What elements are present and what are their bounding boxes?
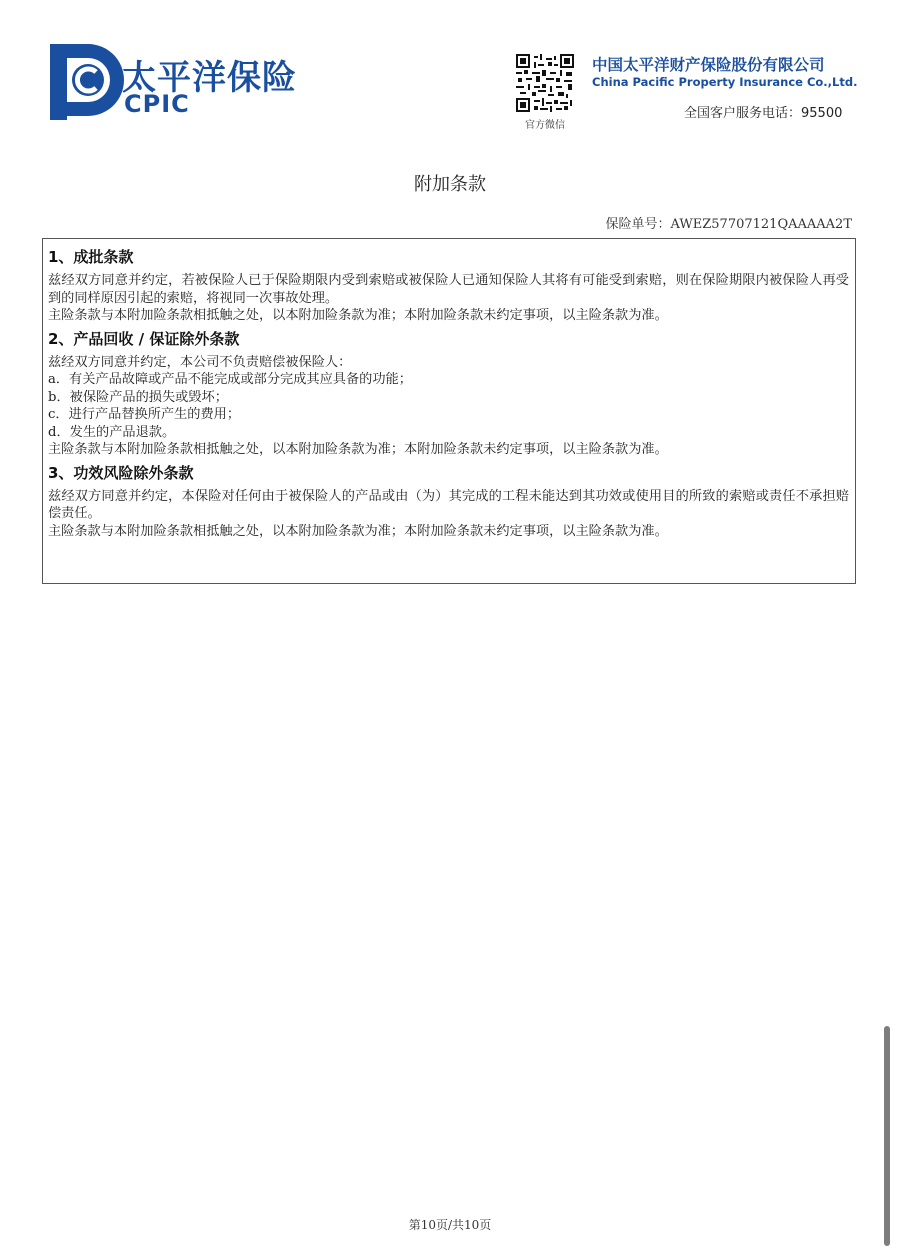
clause-paragraph: 兹经双方同意并约定，本保险对任何由于被保险人的产品或由（为）其完成的工程未能达到其功效或使用目的所致的索赔或责任不承担赔偿责任。 — [48, 488, 849, 521]
cpic-logo-icon — [46, 42, 126, 122]
clause-paragraph: 主险条款与本附加险条款相抵触之处，以本附加险条款为准；本附加险条款未约定事项，以主险条款为准。 — [48, 308, 668, 323]
list-item: d．发生的产品退款。 — [48, 424, 176, 440]
clauses-box — [42, 238, 856, 584]
clause-paragraph: 主险条款与本附加险条款相抵触之处，以本附加险条款为准；本附加险条款未约定事项，以主险条款为准。 — [48, 442, 668, 457]
clause-heading: 1、成批条款 — [48, 248, 134, 266]
brand-name-cn: 太平洋保险 — [122, 58, 297, 98]
exclusion-list — [48, 371, 849, 441]
page-indicator: 第10页/共10页 — [408, 1218, 492, 1232]
clause-paragraph: 兹经双方同意并约定，若被保险人已于保险期限内受到索赔或被保险人已通知保险人其将有可能受到索赔，则在保险期限内被保险人再受到的同样原因引起的索赔，将视同一次事故处理。 — [48, 273, 849, 306]
brand-name-en: CPIC — [124, 90, 190, 118]
document-title: 附加条款 — [414, 174, 486, 195]
clause-heading: 3、功效风险除外条款 — [48, 463, 194, 482]
scrollbar-thumb[interactable] — [884, 1026, 890, 1246]
clause-heading: 2、产品回收 / 保证除外条款 — [48, 329, 240, 348]
clause-paragraph: 主险条款与本附加险条款相抵触之处，以本附加险条款为准；本附加险条款未约定事项，以主险条款为准。 — [48, 523, 668, 539]
clause-intro: 兹经双方同意并约定，本公司不负责赔偿被保险人： — [48, 354, 352, 370]
company-name-en: China Pacific Property Insurance Co.,Ltd. — [592, 75, 858, 89]
customer-hotline: 全国客户服务电话：95500 — [684, 106, 843, 121]
company-name-cn: 中国太平洋财产保险股份有限公司 — [592, 56, 825, 74]
list-item: b．被保险产品的损失或毁坏； — [48, 389, 228, 405]
qr-caption: 官方微信 — [525, 120, 565, 131]
list-item: c．进行产品替换所产生的费用； — [48, 407, 241, 422]
list-item: a．有关产品故障或产品不能完成或部分完成其应具备的功能； — [48, 372, 412, 387]
policy-number: 保险单号：AWEZ57707121QAAAAA2T — [605, 217, 852, 232]
qr-code-icon — [516, 54, 574, 112]
